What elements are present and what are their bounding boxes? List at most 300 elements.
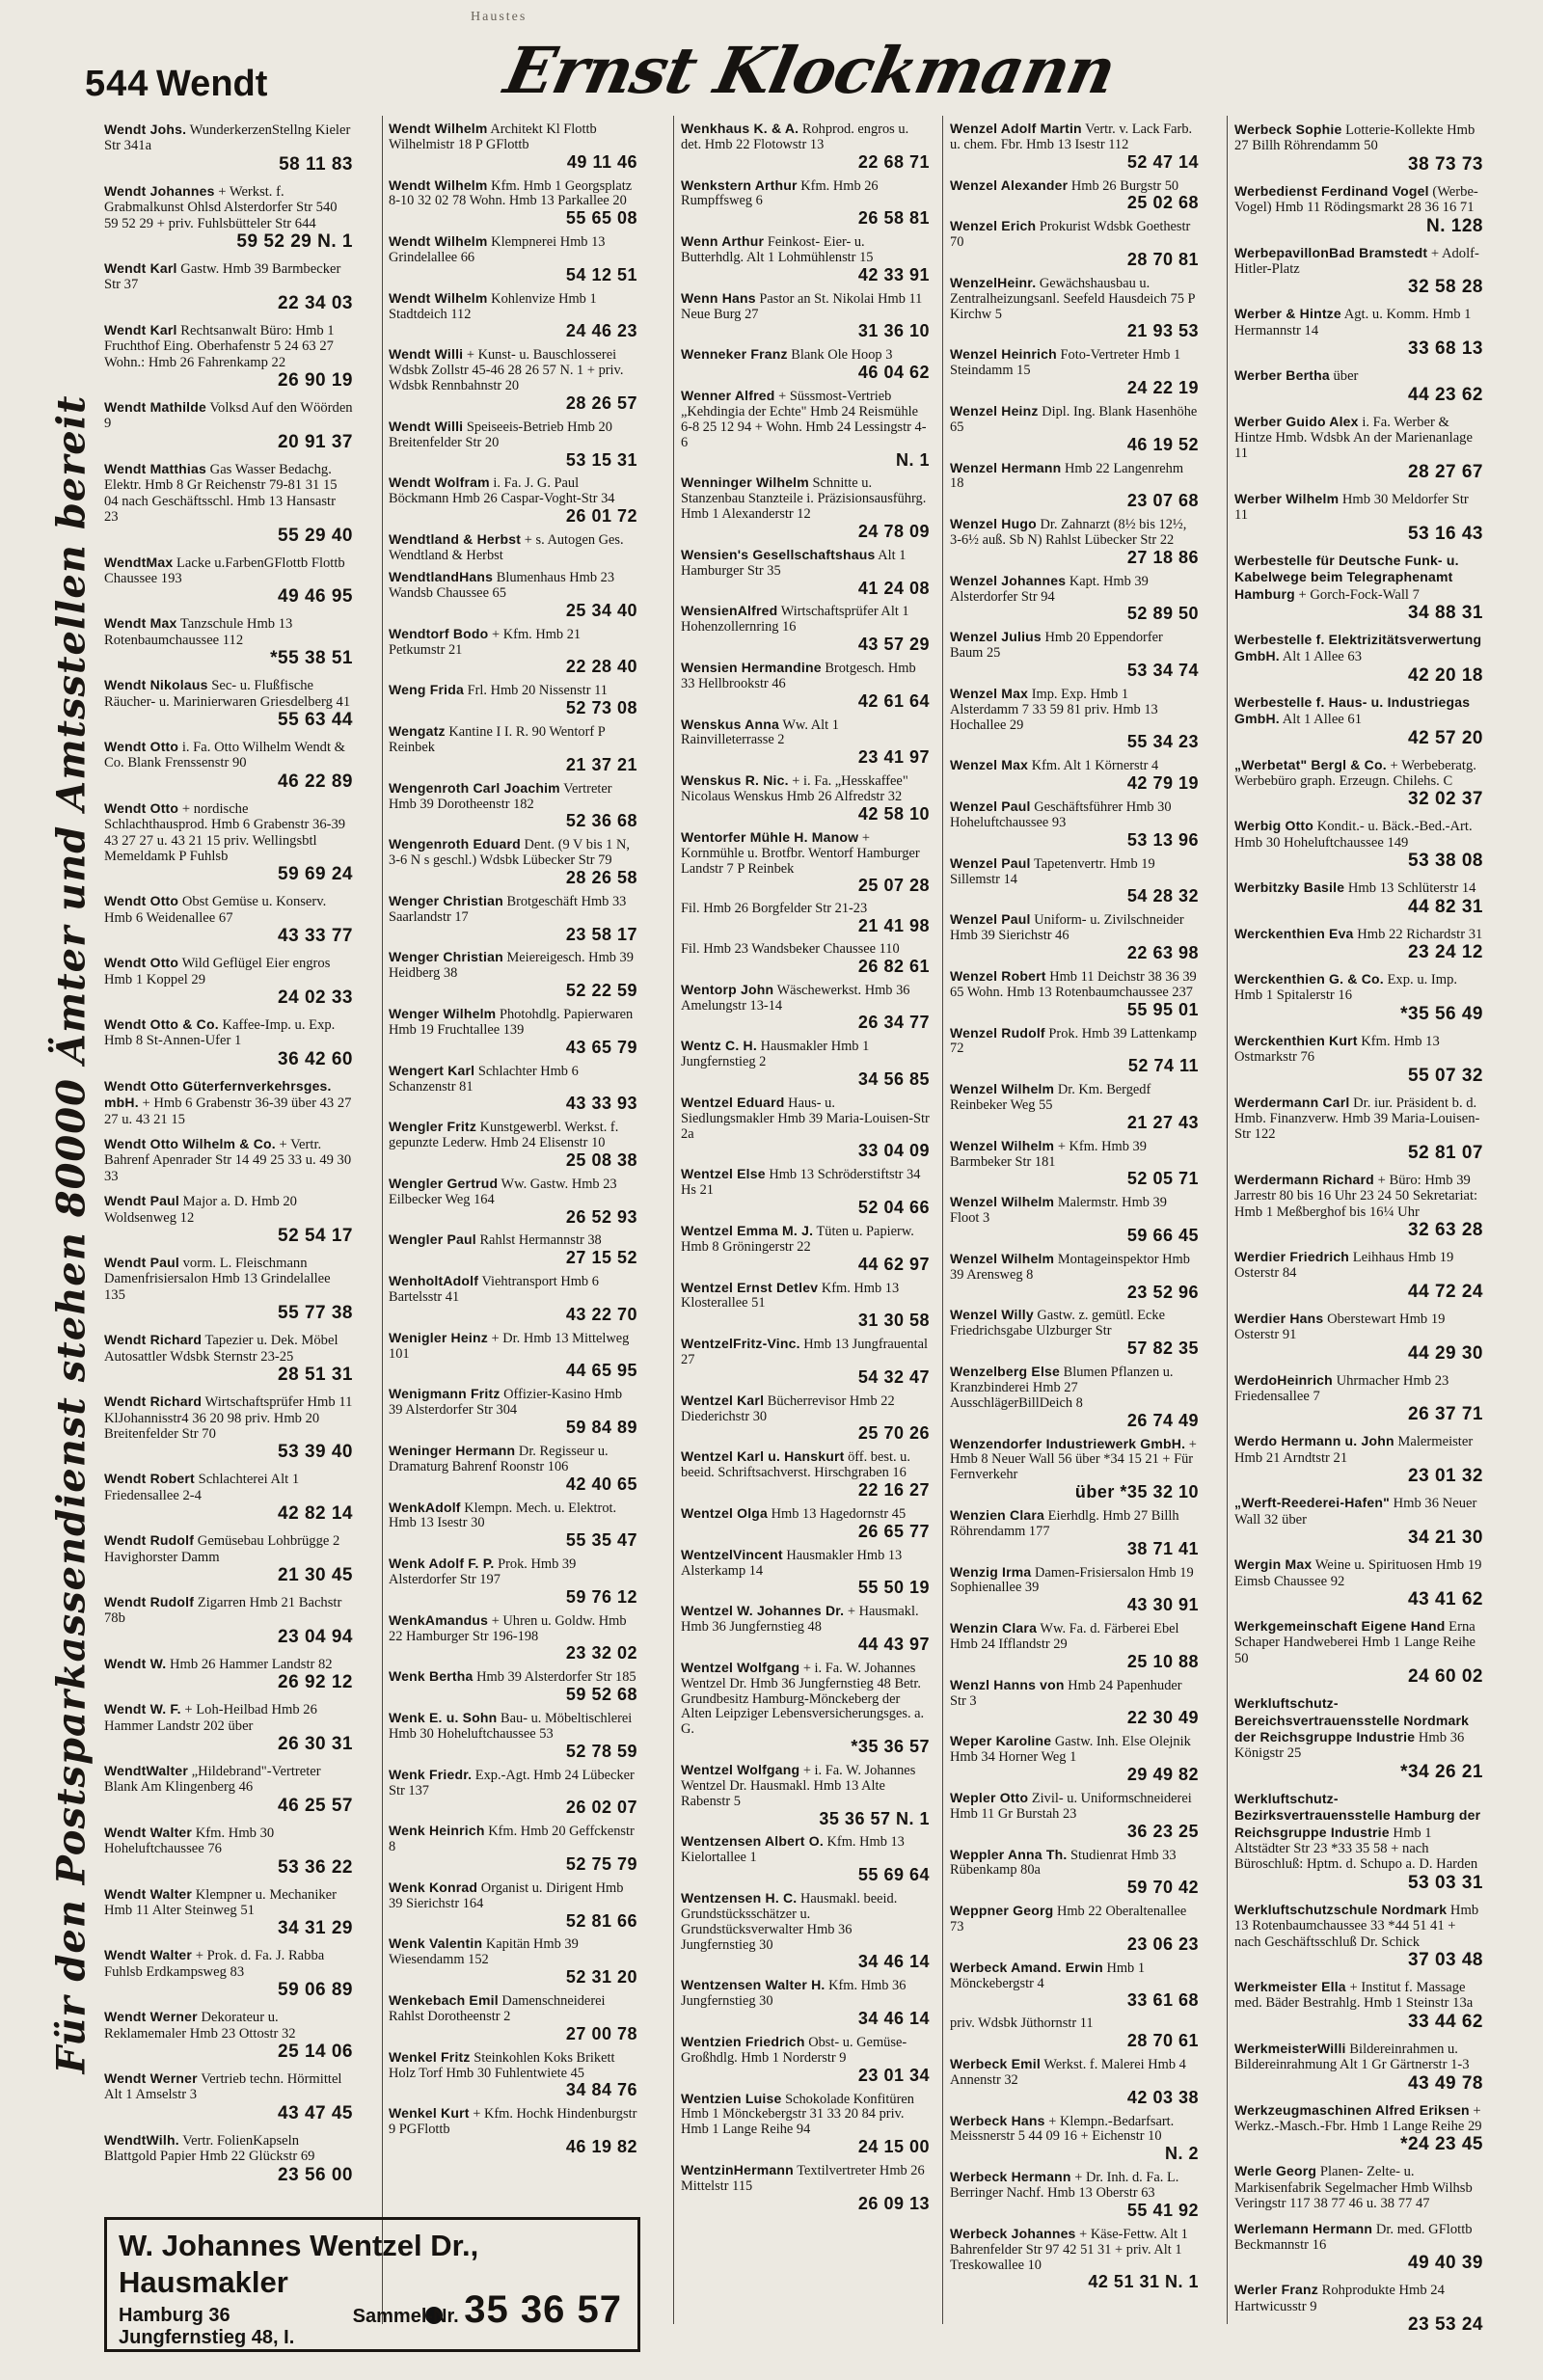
entry-name: Werckenthien Kurt	[1234, 1032, 1358, 1048]
entry-phone: 24 60 02	[1408, 1666, 1483, 1688]
entry-name: Wenzien Clara	[950, 1506, 1045, 1523]
entry-details: Wirtschaftsprüfer Alt 1 Hohenzollernring 16	[681, 604, 909, 636]
directory-entry	[1234, 818, 1483, 871]
directory-entry	[389, 627, 637, 677]
directory-entry	[1234, 414, 1483, 482]
entry-details: Hmb 20 Eppendorfer Baum 25	[950, 630, 1163, 662]
entry-phone: 22 63 98	[1126, 943, 1199, 962]
entry-name: Wengenroth Carl Joachim	[389, 779, 560, 796]
entry-name: Wendt Karl	[104, 321, 177, 338]
directory-entry	[104, 122, 353, 175]
entry-phone: 23 32 02	[565, 1643, 637, 1663]
entry-phone: 36 23 25	[1126, 1821, 1199, 1841]
entry-name: Wendt Rudolf	[104, 1593, 195, 1609]
entry-name: Wentzensen Walter H.	[681, 1977, 826, 1993]
entry-name: Wengatz	[389, 723, 446, 740]
entry-name: Wenkhaus K. & A.	[681, 121, 799, 136]
entry-name: Wentz C. H.	[681, 1038, 757, 1054]
entry-phone: 52 89 50	[1126, 604, 1199, 624]
entry-details: Rechtsanwalt Büro: Hmb 1 Fruchthof Eing. Oberhafenstr 5 24 63 27 Wohn.: Hmb 26 Fahrenkamp 22	[104, 322, 335, 370]
entry-phone: 52 54 17	[278, 1226, 353, 1247]
entry-phone: 44 62 97	[857, 1254, 930, 1274]
entry-phone: 42 61 64	[857, 690, 930, 711]
entry-phone: 49 40 39	[1408, 2253, 1483, 2274]
entry-details: Dr. Km. Bergedf Reinbeker Weg 55	[950, 1082, 1151, 1113]
entry-name: Wentzel Olga	[681, 1504, 769, 1521]
entry-name: Wenkstern Arthur	[681, 176, 798, 193]
entry-phone: 24 78 09	[857, 521, 930, 541]
directory-entry	[1234, 1695, 1483, 1782]
directory-entry	[389, 950, 637, 1000]
entry-phone: 32 58 28	[1408, 277, 1483, 298]
entry-details: Prokurist Wdsbk Goethestr 70	[950, 219, 1191, 251]
directory-entry	[104, 2132, 353, 2185]
entry-details: Klempn. Mech. u. Elektrot. Hmb 13 Isestr 30	[389, 1500, 617, 1531]
entry-details: Hmb 22 Langenrehm 18	[950, 460, 1184, 492]
entry-phone: 28 26 58	[565, 867, 637, 887]
entry-name: Wengler Paul	[389, 1231, 476, 1248]
entry-name: WenkAmandus	[389, 1611, 489, 1628]
entry-name: Wenzel Paul	[950, 854, 1031, 871]
directory-entry	[1234, 1033, 1483, 1086]
entry-phone: 55 35 47	[565, 1530, 637, 1551]
directory-entry	[950, 1678, 1199, 1728]
entry-phone: 26 30 31	[278, 1733, 353, 1754]
entry-phone: 46 19 82	[565, 2136, 637, 2156]
entry-details: Organist u. Dirigent Hmb 39 Sierichstr 164	[389, 1880, 624, 1911]
entry-name: Wenk E. u. Sohn	[389, 1710, 498, 1726]
entry-name: „Werft-Reederei-Hafen"	[1234, 1495, 1390, 1511]
entry-details: Blumenhaus Hmb 23 Wandsb Chaussee 65	[389, 570, 615, 601]
entry-name: Wenzel Heinz	[950, 402, 1039, 419]
entry-name: Wentzel Ernst Detlev	[681, 1279, 819, 1295]
entry-name: Wendt Wilhelm	[389, 176, 488, 193]
directory-entry	[104, 893, 353, 946]
entry-phone: 25 07 28	[857, 876, 930, 896]
entry-details: öff. best. u. beeid. Schriftsachverst. Hirschgraben 16	[681, 1449, 910, 1481]
entry-phone: 21 27 43	[1126, 1112, 1199, 1132]
entry-phone: 25 02 68	[1126, 193, 1199, 213]
directory-entry	[950, 574, 1199, 624]
ad-collective-number	[353, 2288, 622, 2332]
entry-name: Werckenthien G. & Co.	[1234, 970, 1384, 987]
entry-details: Leihhaus Hmb 19 Osterstr 84	[1234, 1250, 1454, 1282]
directory-entry	[389, 1711, 637, 1761]
directory-entry	[681, 1661, 930, 1757]
entry-details: Brotgeschäft Hmb 33 Saarlandstr 17	[389, 893, 627, 925]
entry-name: Wenzel Willy	[950, 1307, 1034, 1323]
entry-name: WerbepavillonBad Bramstedt	[1234, 244, 1428, 260]
entry-phone: 35 36 57 N. 1	[819, 1808, 930, 1828]
entry-phone: 22 68 71	[857, 151, 930, 172]
entry-phone: 27 18 86	[1126, 547, 1199, 567]
entry-details: Viehtransport Hmb 6 Bartelsstr 41	[389, 1274, 599, 1306]
entry-name: Wendt Johannes	[104, 182, 215, 199]
entry-phone: 52 81 66	[565, 1910, 637, 1931]
entry-phone: 53 15 31	[565, 449, 637, 470]
entry-name: Wenger Christian	[389, 892, 503, 908]
entry-name: Wensien Hermandine	[681, 660, 822, 676]
directory-entry	[104, 615, 353, 668]
entry-phone: 33 44 62	[1408, 2011, 1483, 2032]
directory-entry	[1234, 632, 1483, 686]
directory-entry	[104, 1471, 353, 1524]
entry-name: Wenneker Franz	[681, 346, 788, 363]
entry-name: Werdermann Carl	[1234, 1094, 1350, 1110]
entry-name: Wenzel Alexander	[950, 176, 1069, 193]
entry-phone: 46 04 62	[857, 363, 930, 383]
entry-name: Werlemann Hermann	[1234, 2220, 1373, 2236]
entry-phone: 42 51 31 N. 1	[1088, 2272, 1199, 2292]
entry-details: Bildereinrahmen u. Bildereinrahmung Alt 1 Gr Gärtnerstr 1-3	[1234, 2041, 1470, 2073]
directory-entry	[681, 830, 930, 896]
entry-phone: 43 33 93	[565, 1094, 637, 1114]
entry-phone: 57 82 35	[1126, 1339, 1199, 1359]
entry-phone: 54 12 51	[565, 264, 637, 284]
entry-details: Gewächshausbau u. Zentralheizungsanl. Seefeld Hausdeich 75 P Kirchw 5	[950, 275, 1196, 322]
entry-phone: 43 49 78	[1408, 2072, 1483, 2094]
entry-name: Werdier Hans	[1234, 1310, 1324, 1326]
entry-name: Wenzel Hugo	[950, 516, 1037, 532]
entry-details: Agt. u. Komm. Hmb 1 Hermannstr 14	[1234, 307, 1472, 338]
directory-entry	[1234, 183, 1483, 236]
entry-name: Werdo Hermann u. John	[1234, 1433, 1394, 1449]
entry-details: Imp. Exp. Hmb 1 Alsterdamm 7 33 59 81 priv. Hmb 13 Hochallee 29	[950, 686, 1158, 733]
entry-phone: 26 74 49	[1126, 1410, 1199, 1430]
column-divider	[673, 116, 674, 2324]
entry-phone: 43 47 45	[278, 2102, 353, 2123]
entry-name: WentzinHermann	[681, 2161, 794, 2177]
entry-details: Hmb 26 Burgstr 50	[1070, 177, 1179, 194]
entry-name: WensienAlfred	[681, 603, 778, 619]
running-head: Wendt	[156, 64, 268, 104]
directory-entry	[681, 773, 930, 824]
entry-details: + Loh-Heilbad Hmb 26 Hammer Landstr 202 über	[104, 1702, 317, 1734]
entry-name: Wendt Paul	[104, 1255, 179, 1271]
entry-details: Kaffee-Imp. u. Exp. Hmb 8 St-Annen-Ufer 1	[104, 1017, 336, 1049]
directory-entry	[950, 758, 1199, 793]
directory-entry	[389, 1824, 637, 1874]
entry-phone: 53 13 96	[1126, 829, 1199, 850]
directory-entry	[950, 1195, 1199, 1245]
entry-name: Wendt W.	[104, 1655, 167, 1671]
directory-entry	[1234, 2221, 1483, 2274]
entry-details: Erna Schaper Handweberei Hmb 1 Lange Reihe 50	[1234, 1618, 1476, 1666]
sponsor-logo	[498, 33, 1123, 108]
directory-entry	[104, 2070, 353, 2123]
directory-entry	[389, 532, 637, 564]
entry-phone: 49 46 95	[278, 586, 353, 608]
directory-entry	[104, 1393, 353, 1462]
entry-phone: 21 41 98	[857, 916, 930, 936]
entry-name: Wentzel Wolfgang	[681, 1659, 800, 1675]
entry-details: Meiereigesch. Hmb 39 Heidberg 38	[389, 950, 634, 982]
entry-name: Wengler Gertrud	[389, 1175, 499, 1191]
entry-name: „Werbetat" Bergl & Co.	[1234, 756, 1387, 772]
entry-details: Dr. Regisseur u. Dramaturg Bahrenf Roonstr 106	[389, 1443, 609, 1474]
entry-name: Wenzel Wilhelm	[950, 1081, 1055, 1097]
directory-entry	[104, 554, 353, 608]
entry-phone: 26 65 77	[857, 1521, 930, 1541]
entry-phone: 26 52 93	[565, 1206, 637, 1227]
directory-entry	[950, 799, 1199, 850]
directory-entry	[389, 1444, 637, 1494]
entry-details: Malermeister Hmb 21 Arndtstr 21	[1234, 1434, 1474, 1466]
entry-details: + Hmb 6 Grabenstr 36-39 über 43 27 27 u. 43 21 15	[104, 1095, 352, 1127]
entry-name: WendtlandHans	[389, 569, 494, 585]
entry-details: Brotgesch. Hmb 33 Hellbrookstr 46	[681, 661, 916, 691]
entry-name: Wendt Werner	[104, 2070, 198, 2087]
entry-phone: 52 05 71	[1126, 1169, 1199, 1189]
directory-entry	[681, 1337, 930, 1387]
directory-entry	[950, 969, 1199, 1019]
directory-entry	[950, 2114, 1199, 2164]
entry-name: Wenninger Wilhelm	[681, 474, 809, 491]
entry-name: Weng Frida	[389, 682, 464, 698]
directory-entry	[389, 2106, 637, 2156]
entry-details: Montageinspektor Hmb 39 Arensweg 8	[950, 1251, 1190, 1283]
entry-name: Wentzien Friedrich	[681, 2033, 805, 2049]
entry-details: Frl. Hmb 20 Nissenstr 11	[467, 683, 608, 699]
entry-phone: 42 82 14	[278, 1503, 353, 1525]
entry-details: Wirtschaftsprüfer Hmb 11 KlJohannisstr4 36 20 98 priv. Hmb 20 Breitenfelder Str 70	[104, 1394, 353, 1442]
entry-details: Kfm. Hmb 20 Geffckenstr 8	[389, 1824, 635, 1855]
entry-name: Wentzel Else	[681, 1166, 766, 1182]
directory-entry	[104, 1016, 353, 1069]
directory-entry	[389, 1501, 637, 1551]
entry-details: vorm. L. Fleischmann Damenfrisiersalon Hmb 13 Grindelallee 135	[104, 1256, 331, 1303]
directory-entry	[389, 234, 637, 284]
directory-entry	[681, 983, 930, 1033]
entry-phone: 34 56 85	[857, 1069, 930, 1090]
directory-entry	[104, 1078, 353, 1127]
entry-phone: 28 70 61	[1126, 2031, 1199, 2051]
entry-details: + nordische Schlachthausprod. Hmb 6 Grabenstr 36-39 43 27 27 u. 43 21 15 priv. Wellingsbtl Memeldamk P Fuhlsb	[104, 800, 346, 864]
entry-details: + Hmb 8 Neuer Wall 56 über *34 15 21 + Für Fernverkehr	[950, 1436, 1197, 1483]
entry-name: Wengert Karl	[389, 1062, 475, 1078]
entry-name: WenkAdolf	[389, 1499, 461, 1515]
entry-name: Wenk Friedr.	[389, 1766, 473, 1782]
entry-details: Hmb 13 Schlüterstr 14	[1347, 880, 1476, 897]
entry-details: Hausmakler Hmb 1 Jungfernstieg 2	[681, 1039, 870, 1070]
entry-phone: 55 69 64	[857, 1865, 930, 1885]
directory-entry	[1234, 1618, 1483, 1687]
entry-name: WentzelVincent	[681, 1546, 783, 1562]
entry-details: Kfm. Alt 1 Körnerstr 4	[1031, 758, 1159, 774]
entry-name: WendtWalter	[104, 1762, 188, 1778]
entry-phone: 22 34 03	[278, 292, 353, 313]
entry-name: Werbeck Emil	[950, 2056, 1041, 2072]
entry-phone: 42 58 10	[857, 803, 930, 824]
entry-name: Wendt W. F.	[104, 1701, 181, 1717]
entry-phone: 34 46 14	[857, 2009, 930, 2028]
entry-phone: 52 73 08	[565, 698, 637, 718]
entry-details: Gastw. Inh. Else Olejnik Hmb 34 Horner Weg 1	[950, 1734, 1191, 1766]
entry-name: Wenk Valentin	[389, 1935, 483, 1952]
entry-phone: 25 10 88	[1126, 1651, 1199, 1671]
entry-name: Wenzig Irma	[950, 1563, 1032, 1580]
entry-name: Wendt Werner	[104, 2009, 198, 2025]
entry-details: Volksd Auf den Wöörden 9	[104, 400, 353, 432]
directory-entry	[104, 1532, 353, 1585]
entry-details: Blank Ole Hoop 3	[791, 347, 893, 364]
entry-details: + Süssmost-Vertrieb „Kehdingia der Echte" Hmb 24 Reismühle 6-8 25 12 94 + Wohn. Hmb 24 Lessingstr 4-6	[681, 389, 927, 450]
directory-entry	[950, 2227, 1199, 2292]
entry-phone: 44 72 24	[1408, 1281, 1483, 1302]
entry-details: Schnitte u. Stanzenbau Stanzteile i. Präzisionsausführg. Hmb 1 Alexanderstr 12	[681, 475, 927, 523]
directory-entry	[950, 1734, 1199, 1784]
entry-details: Tapetenvertr. Hmb 19 Sillemstr 14	[950, 855, 1155, 887]
entry-phone: 55 29 40	[278, 525, 353, 546]
directory-entry	[681, 942, 930, 976]
ad-street-line2: Jungfernstieg 48, I.	[119, 2327, 295, 2348]
entry-details: Eierhdlg. Hmb 27 Billh Röhrendamm 177	[950, 1507, 1179, 1539]
entry-phone: 26 82 61	[857, 956, 930, 976]
entry-phone: 42 33 91	[857, 264, 930, 284]
entry-details: Lacke u.FarbenGFlottb Flottb Chaussee 193	[104, 554, 345, 586]
directory-entry	[950, 1082, 1199, 1132]
entry-phone: 43 22 70	[565, 1304, 637, 1324]
directory-entry	[681, 1834, 930, 1884]
directory-entry	[389, 1936, 637, 1987]
entry-name: Weninger Hermann	[389, 1442, 516, 1458]
entry-phone: 55 34 23	[1126, 732, 1199, 752]
entry-name: Wenskus Anna	[681, 716, 779, 732]
entry-details: Dr. Zahnarzt (8½ bis 12½, 3-6½ auß. Sb N) Rahlst Lübecker Str 22	[950, 517, 1187, 548]
entry-name: Wendt Mathilde	[104, 399, 206, 416]
entry-details: Rohprodukte Hmb 24 Hartwicusstr 9	[1234, 2283, 1445, 2314]
ad-street-line1: Hamburg 36	[119, 2305, 230, 2326]
entry-details: Schokolade Konfitüren Hmb 1 Mönckebergstr 31 33 20 84 priv. Hmb 1 Lange Reihe 94	[681, 2091, 914, 2138]
entry-phone: 24 22 19	[1126, 378, 1199, 398]
entry-name: Weppler Anna Th.	[950, 1846, 1068, 1862]
entry-name: Werbeck Hans	[950, 2112, 1045, 2128]
entry-details: Ww. Alt 1 Rainvilleterrasse 2	[681, 717, 839, 748]
entry-phone: 32 63 28	[1408, 1220, 1483, 1241]
directory-entry	[681, 902, 930, 935]
entry-details: + Kfm. Hochk Hindenburgstr 9 PGFlottb	[389, 2106, 637, 2138]
entry-details: Hmb 22 Richardstr 31	[1357, 926, 1483, 942]
entry-phone: 23 04 94	[278, 1626, 353, 1647]
entry-details: Klempner u. Mechaniker Hmb 11 Alter Steinweg 51	[104, 1886, 338, 1918]
directory-entry	[104, 1825, 353, 1878]
entry-phone: 52 75 79	[565, 1853, 637, 1874]
entry-name: Wendt Max	[104, 615, 177, 632]
directory-entry	[104, 1886, 353, 1939]
entry-details: Weine u. Spirituosen Hmb 19 Eimsb Chaussee 92	[1234, 1557, 1482, 1589]
directory-entry	[681, 661, 930, 711]
directory-entry	[681, 291, 930, 341]
entry-details: Studienrat Hmb 33 Rübenkamp 80a	[950, 1847, 1177, 1879]
entry-name: Werbeck Johannes	[950, 2225, 1076, 2241]
directory-entry	[681, 1281, 930, 1331]
entry-phone: 44 23 62	[1408, 384, 1483, 405]
entry-phone: 53 34 74	[1126, 661, 1199, 681]
entry-phone: 42 40 65	[565, 1474, 637, 1494]
entry-phone: 25 08 38	[565, 1149, 637, 1170]
entry-name: Wentorfer Mühle H. Manow	[681, 828, 859, 845]
entry-details: Hmb 13 Schröderstiftstr 34 Hs 21	[681, 1167, 921, 1199]
entry-phone: 31 30 58	[857, 1311, 930, 1331]
entry-phone: 28 70 81	[1126, 250, 1199, 270]
entry-phone: 58 11 83	[279, 153, 353, 175]
entry-phone: 52 78 59	[565, 1741, 637, 1761]
entry-name: Wentzien Luise	[681, 2090, 782, 2106]
entry-phone: 53 39 40	[278, 1442, 353, 1463]
directory-entry	[681, 1506, 930, 1541]
entry-name: Werbedienst Ferdinand Vogel	[1234, 182, 1429, 199]
directory-entry	[389, 1274, 637, 1324]
entry-name: Wendt Richard	[104, 1332, 203, 1348]
entry-phone: 28 51 31	[278, 1365, 353, 1386]
entry-name: Wenzel Wilhelm	[950, 1194, 1055, 1210]
entry-phone: 23 52 96	[1126, 1282, 1199, 1302]
directory-entry	[950, 1139, 1199, 1189]
entry-name: Werler Franz	[1234, 2282, 1318, 2298]
entry-name: Werkgemeinschaft Eigene Hand	[1234, 1617, 1446, 1634]
entry-name: Wendt Walter	[104, 1885, 193, 1902]
entry-details: Dr. med. GFlottb Beckmannstr 16	[1234, 2221, 1473, 2254]
entry-phone: 23 01 32	[1408, 1466, 1483, 1487]
entry-details: Kfm. Hmb 13 Klosterallee 51	[681, 1280, 900, 1312]
directory-entry	[104, 1947, 353, 2000]
entry-phone: 34 84 76	[565, 2080, 637, 2100]
entry-details: Bücherrevisor Hmb 22 Diederichstr 30	[681, 1393, 895, 1424]
entry-phone: 43 41 62	[1408, 1588, 1483, 1609]
entry-phone: N. 128	[1426, 215, 1483, 236]
directory-entry	[950, 1437, 1199, 1502]
entry-name: Wenzl Hanns von	[950, 1676, 1065, 1692]
directory-entry	[950, 1308, 1199, 1358]
entry-name: Wenger Wilhelm	[389, 1006, 497, 1022]
directory-entry	[681, 2092, 930, 2157]
directory-entry	[104, 1193, 353, 1246]
entry-phone: 44 43 97	[857, 1634, 930, 1654]
entry-details: Kohlenvize Hmb 1 Stadtdeich 112	[389, 290, 597, 322]
directory-entry	[104, 1136, 353, 1184]
entry-phone: 59 69 24	[278, 864, 353, 885]
entry-details: Architekt Kl Flottb Wilhelmistr 18 P GFlottb	[389, 122, 597, 152]
entry-name: Werkzeugmaschinen Alfred Eriksen	[1234, 2101, 1470, 2118]
entry-details: Dent. (9 V bis 1 N, 3-6 N s geschl.) Wdsbk Lübecker Str 79	[389, 837, 630, 869]
entry-phone: 59 70 42	[1126, 1878, 1199, 1898]
entry-name: Wenk Konrad	[389, 1879, 478, 1895]
directory-entry	[389, 122, 637, 172]
ad-collect-number: 35 36 57	[464, 2288, 622, 2331]
entry-name: Wenk Heinrich	[389, 1823, 485, 1839]
entry-phone: 20 91 37	[278, 431, 353, 452]
directory-entry	[389, 1120, 637, 1170]
entry-details: Zigarren Hmb 21 Bachstr 78b	[104, 1594, 342, 1627]
entry-details: Vertrieb techn. Hörmittel Alt 1 Amselstr 3	[104, 2071, 342, 2103]
column-4	[950, 122, 1199, 2298]
entry-name: Wendt Willi	[389, 418, 464, 434]
directory-entry	[950, 1961, 1199, 2011]
entry-phone: 59 66 45	[1126, 1225, 1199, 1245]
entry-details: + Uhren u. Goldw. Hmb 22 Hamburger Str 196-198	[389, 1612, 627, 1644]
directory-entry	[950, 347, 1199, 397]
entry-name: Wendt Otto Wilhelm & Co.	[104, 1136, 276, 1152]
directory-entry	[104, 677, 353, 730]
directory-entry	[389, 1669, 637, 1704]
entry-name: Werle Georg	[1234, 2163, 1317, 2179]
entry-details: Planen- Zelte- u. Markisenfabrik Segelmacher Hmb Wilhsb Veringstr 117 38 77 46 u. 38 77 47	[1234, 2164, 1473, 2212]
entry-details: Alt 1 Allee 63	[1282, 649, 1363, 665]
entry-details: Prok. Hmb 39 Alsterdorfer Str 197	[389, 1556, 577, 1587]
directory-entry	[950, 178, 1199, 213]
directory-entry	[104, 1656, 353, 1692]
entry-details: Speiseeis-Betrieb Hmb 20 Breitenfelder Str 20	[389, 419, 612, 450]
